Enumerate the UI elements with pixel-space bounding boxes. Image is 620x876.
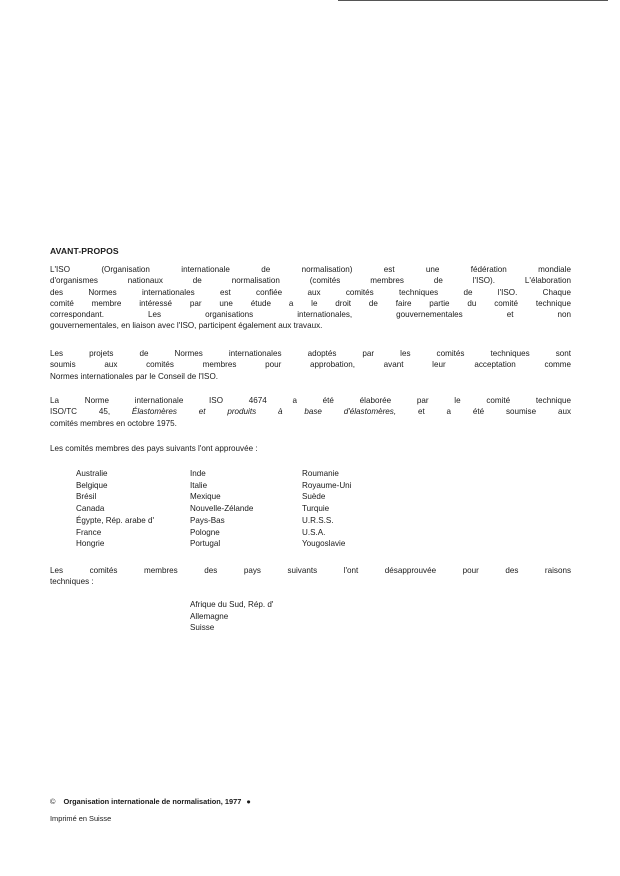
country-item: France bbox=[76, 527, 102, 537]
country-item: Pays-Bas bbox=[190, 515, 225, 525]
text-line: Les comités membres des pays suivants l'ont désapprouvée pour des raisons bbox=[50, 566, 571, 575]
bullet-icon: ● bbox=[246, 797, 251, 806]
country-item: Belgique bbox=[76, 480, 108, 490]
text-line: Les projets de Normes internationales adoptés par les comités techniques sont bbox=[50, 349, 571, 358]
country-item: Brésil bbox=[76, 492, 97, 502]
text-line: Normes internationales par le Conseil de l'ISO. bbox=[50, 371, 218, 381]
country-item: Yougoslavie bbox=[302, 539, 346, 549]
paragraph-approval-process bbox=[50, 348, 571, 382]
country-item: U.S.A. bbox=[302, 527, 326, 537]
tc-title: Élastomères et produits à base d'élastomères, bbox=[131, 407, 397, 417]
text-line: d'organismes nationaux de normalisation (comités membres de l'ISO). L'élaboration bbox=[50, 276, 571, 286]
text-line: techniques : bbox=[50, 577, 94, 587]
country-item: Égypte, Rép. arabe d' bbox=[76, 515, 155, 525]
country-item: Nouvelle-Zélande bbox=[190, 504, 254, 514]
country-item: Portugal bbox=[190, 539, 221, 549]
text-line: des Normes internationales est confiée aux comités techniques de l'ISO. Chaque bbox=[50, 287, 571, 297]
text-line: comités membres en octobre 1975. bbox=[50, 418, 177, 428]
text-fragment: et a été soumise aux bbox=[417, 407, 571, 417]
country-item: U.R.S.S. bbox=[302, 515, 334, 525]
text-line: La Norme internationale ISO 4674 a été élaborée par le comité technique bbox=[50, 396, 571, 405]
text-line: L'ISO (Organisation internationale de normalisation) est une fédération mondiale bbox=[50, 265, 571, 274]
country-item: Inde bbox=[190, 469, 206, 478]
paragraph-standard-info bbox=[50, 395, 571, 429]
country-item: Mexique bbox=[190, 492, 221, 502]
copyright-notice bbox=[50, 797, 251, 806]
country-item: Italie bbox=[190, 480, 208, 490]
approved-country-column bbox=[190, 468, 253, 550]
country-item: Roumanie bbox=[302, 469, 339, 478]
country-item: Suède bbox=[302, 492, 326, 502]
disapproved-intro bbox=[50, 565, 571, 588]
copyright-text: Organisation internationale de normalisation, 1977 bbox=[63, 797, 242, 806]
text-line: soumis aux comités membres pour approbation, avant leur acceptation comme bbox=[50, 360, 571, 370]
country-item: Canada bbox=[76, 504, 105, 514]
tc-reference: ISO/TC 45, bbox=[50, 407, 111, 417]
text-line: Les comités membres des pays suivants l'ont approuvée : bbox=[50, 444, 258, 453]
approved-intro bbox=[50, 443, 571, 454]
country-item: Royaume-Uni bbox=[302, 480, 352, 490]
paragraph-iso-description bbox=[50, 264, 571, 332]
copyright-icon: © bbox=[50, 797, 56, 806]
text-line: correspondant. Les organisations internationales, gouvernementales et non bbox=[50, 310, 571, 320]
country-item: Allemagne bbox=[190, 611, 229, 621]
printed-in: Imprimé en Suisse bbox=[50, 814, 112, 823]
text-line bbox=[50, 406, 571, 417]
approved-country-column bbox=[76, 468, 154, 550]
country-item: Australie bbox=[76, 469, 108, 478]
top-rule bbox=[338, 0, 608, 1]
country-item: Suisse bbox=[190, 623, 215, 633]
text-line: comité membre intéressé par une étude a le droit de faire partie du comité technique bbox=[50, 298, 571, 308]
page-heading: AVANT-PROPOS bbox=[50, 246, 119, 256]
text-line: gouvernementales, en liaison avec l'ISO, participent également aux travaux. bbox=[50, 321, 323, 331]
disapproved-country-list bbox=[190, 599, 273, 634]
country-item: Turquie bbox=[302, 504, 330, 514]
country-item: Pologne bbox=[190, 527, 220, 537]
approved-country-column bbox=[302, 468, 351, 550]
country-item: Afrique du Sud, Rép. d' bbox=[190, 600, 274, 609]
country-item: Hongrie bbox=[76, 539, 105, 549]
